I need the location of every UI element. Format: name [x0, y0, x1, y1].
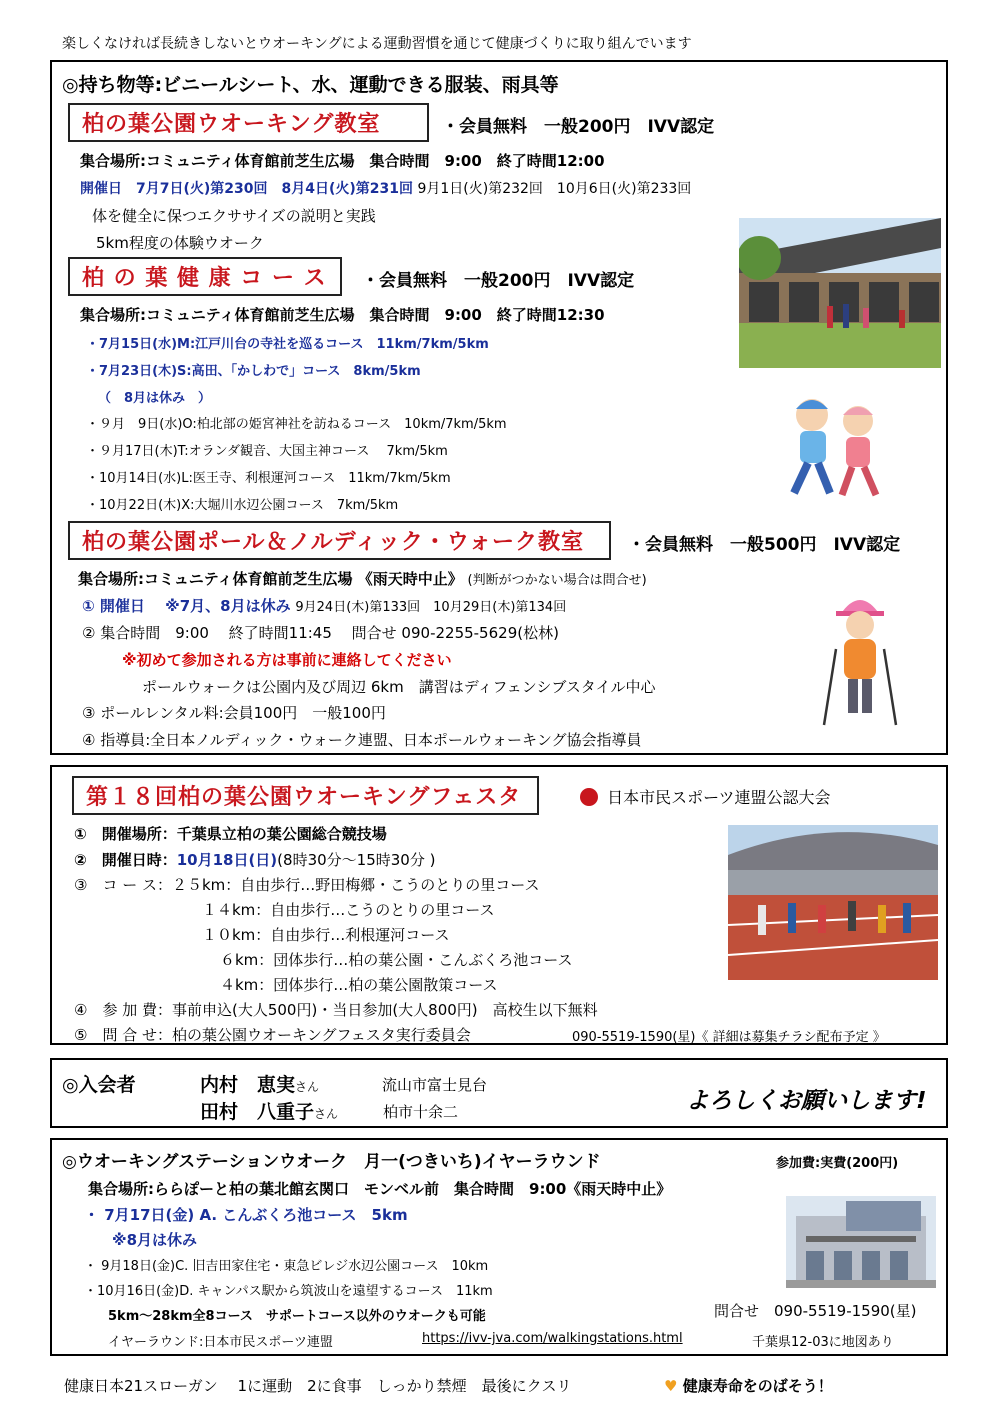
- member-1-name: 内村 恵実: [200, 1074, 296, 1096]
- station-walk-w5: 5km～28km全8コース サポートコース以外のウオークも可能: [108, 1309, 486, 1324]
- festa-r1: ① 開催場所：千葉県立柏の葉公園総合競技場: [74, 825, 387, 843]
- health-course-c1: ・7月15日(水)M:江戸川台の寺社を巡るコース 11km/7km/5km: [86, 337, 489, 352]
- festa-certified: [580, 785, 830, 808]
- walking-class-dates-black: 9月1日(火)第232回 10月6日(火)第233回: [417, 181, 692, 197]
- station-walk-meeting: 集合場所:ららぽーと柏の葉北館玄関口 モンベル前 集合時間 9:00《雨天時中止》: [88, 1180, 672, 1198]
- member-2: [200, 1097, 338, 1124]
- pole-class-title: 柏の葉公園ポール＆ノルディック・ウォーク教室: [68, 521, 611, 560]
- festa-r6: ６km：団体歩行…柏の葉公園・こんぶくろ池コース: [220, 951, 573, 969]
- health-course-meeting: 集合場所:コミュニティ体育館前芝生広場 集合時間 9:00 終了時間12:30: [80, 306, 605, 324]
- member-2-name: 田村 八重子: [200, 1101, 315, 1123]
- health-course-fee: ・会員無料 一般200円 IVV認定: [362, 271, 635, 291]
- mall-photo: [786, 1196, 936, 1288]
- walking-class-dates: [80, 178, 691, 198]
- greeting-text: よろしくお願いします!: [686, 1088, 927, 1114]
- pole-class-meeting: 集合場所:コミュニティ体育館前芝生広場 《雨天時中止》: [78, 570, 463, 588]
- station-walk-fee: 参加費:実費(200円): [776, 1156, 899, 1171]
- festa-r9: ⑤ 問 合 せ：柏の葉公園ウオーキングフェスタ実行委員会: [74, 1026, 471, 1044]
- festa-certified-text: 日本市民スポーツ連盟公認大会: [607, 788, 831, 807]
- walkers-illustration: [770, 385, 900, 505]
- festa-r2-time: (8時30分～15時30分 ): [277, 851, 436, 869]
- health-course-c7: ・10月22日(木)X:大堀川水辺公園コース 7km/5km: [86, 498, 399, 513]
- footer-tail: [664, 1375, 833, 1396]
- station-walk-contact: 問合せ 090-5519-1590(星): [714, 1302, 917, 1320]
- jva-logo-icon: [580, 788, 598, 806]
- festa-r3: ③ コ ー ス：２５km：自由歩行…野田梅郷・こうのとりの里コース: [74, 876, 540, 894]
- pole-class-fee: ・会員無料 一般500円 IVV認定: [628, 535, 901, 555]
- walking-class-dates-blue: 開催日 7月7日(火)第230回 8月4日(火)第231回: [80, 181, 414, 197]
- member-1-place: 流山市富士見台: [382, 1076, 488, 1094]
- intro-text: 楽しくなければ長続きしないとウオーキングによる運動習慣を通じて健康づくりに取り組んでいます: [62, 36, 692, 52]
- station-walk-w3: ・ 9月18日(金)C. 旧吉田家住宅・東急ビレジ水辺公園コース 10km: [84, 1259, 489, 1274]
- walking-class-desc2: 5km程度の体験ウオーク: [96, 234, 264, 252]
- station-walk-w4: ・10月16日(金)D. キャンパス駅から筑波山を遠望するコース 11km: [84, 1284, 493, 1299]
- festa-r7: ４km：団体歩行…柏の葉公園散策コース: [220, 976, 498, 994]
- festa-r2-label: ② 開催日時：: [74, 851, 177, 869]
- pole-class-p1: [82, 595, 566, 616]
- walking-class-title: 柏の葉公園ウオーキング教室: [68, 103, 429, 142]
- festa-r4: １４km：自由歩行…こうのとりの里コース: [202, 901, 495, 919]
- pole-class-note-red: ※初めて参加される方は事前に連絡してください: [122, 651, 452, 669]
- member-1: [200, 1070, 319, 1097]
- health-course-c6: ・10月14日(水)L:医王寺、利根運河コース 11km/7km/5km: [86, 471, 451, 486]
- stadium-photo: [728, 825, 938, 980]
- pole-class-p1-black: 9月24日(木)第133回 10月29日(木)第134回: [295, 600, 567, 615]
- year-round-map: 千葉県12-03に地図あり: [752, 1335, 894, 1350]
- walking-class-fee: ・会員無料 一般200円 IVV認定: [442, 117, 715, 137]
- items-line: ◎持ち物等:ビニールシート、水、運動できる服装、雨具等: [62, 74, 559, 96]
- walking-class-desc1: 体を健全に保つエクササイズの説明と実践: [92, 207, 376, 225]
- health-course-c5: ・９月17日(木)T:オランダ観音、大国主神コース 7km/5km: [86, 444, 448, 459]
- pole-walker-illustration: [812, 585, 907, 730]
- footer-slogan: 健康日本21スローガン 1に運動 2に食事 しっかり禁煙 最後にクスリ: [64, 1377, 572, 1395]
- year-round-label: イヤーラウンド:日本市民スポーツ連盟: [108, 1335, 333, 1350]
- walking-class-meeting: 集合場所:コミュニティ体育館前芝生広場 集合時間 9:00 終了時間12:00: [80, 152, 605, 170]
- pole-class-p2: ② 集合時間 9:00 終了時間11:45 問合せ 090-2255-5629(松林): [82, 624, 559, 642]
- year-round-link[interactable]: https://ivv-jva.com/walkingstations.html: [422, 1331, 683, 1346]
- festa-r2: [74, 849, 435, 870]
- festa-title: 第１８回柏の葉公園ウオーキングフェスタ: [72, 776, 539, 815]
- health-course-title: 柏 の 葉 健 康 コ ー ス: [68, 257, 342, 296]
- festa-r5: １０km：自由歩行…利根運河コース: [202, 926, 450, 944]
- health-course-c4: ・９月 9日(水)O:柏北部の姫宮神社を訪ねるコース 10km/7km/5km: [86, 417, 507, 432]
- station-walk-title: ◎ウオーキングステーションウオーク 月一(つきいち)イヤーラウンド: [62, 1152, 601, 1172]
- festa-r2-date: 10月18日(日): [176, 851, 278, 869]
- festa-r8: ④ 参 加 費：事前申込(大人500円)・当日参加(大人800円) 高校生以下無料: [74, 1001, 598, 1019]
- pole-class-meeting-note: (判断がつかない場合は問合せ): [467, 573, 647, 588]
- festa-r9-tel: 090-5519-1590(星)《 詳細は募集チラシ配布予定 》: [572, 1030, 886, 1045]
- pole-class-meeting-line: [78, 568, 647, 589]
- pole-class-p3: ③ ポールレンタル料:会員100円 一般100円: [82, 704, 386, 722]
- pole-class-p1-blue: ① 開催日 ※7月、8月は休み: [82, 597, 291, 615]
- health-course-c2: ・7月23日(木)S:高田、「かしわで」コース 8km/5km: [86, 364, 421, 379]
- new-members-label: ◎入会者: [62, 1074, 136, 1096]
- pole-class-p4: ④ 指導員:全日本ノルディック・ウォーク連盟、日本ポールウォーキング協会指導員: [82, 731, 642, 749]
- station-walk-w1: ・ 7月17日(金) A. こんぶくろ池コース 5km: [84, 1206, 408, 1224]
- heart-icon: ♥: [664, 1377, 678, 1395]
- health-course-c3: （ 8月は休み ）: [98, 391, 212, 406]
- footer-tail-text: 健康寿命をのばそう！: [682, 1377, 833, 1395]
- station-walk-w2: ※8月は休み: [112, 1231, 198, 1249]
- pole-class-desc: ポールウォークは公園内及び周辺 6km 講習はディフェンシブスタイル中心: [142, 678, 656, 696]
- member-1-san: さん: [295, 1080, 320, 1094]
- member-2-place: 柏市十余二: [383, 1103, 459, 1121]
- gym-photo: [739, 218, 941, 368]
- member-2-san: さん: [314, 1107, 339, 1121]
